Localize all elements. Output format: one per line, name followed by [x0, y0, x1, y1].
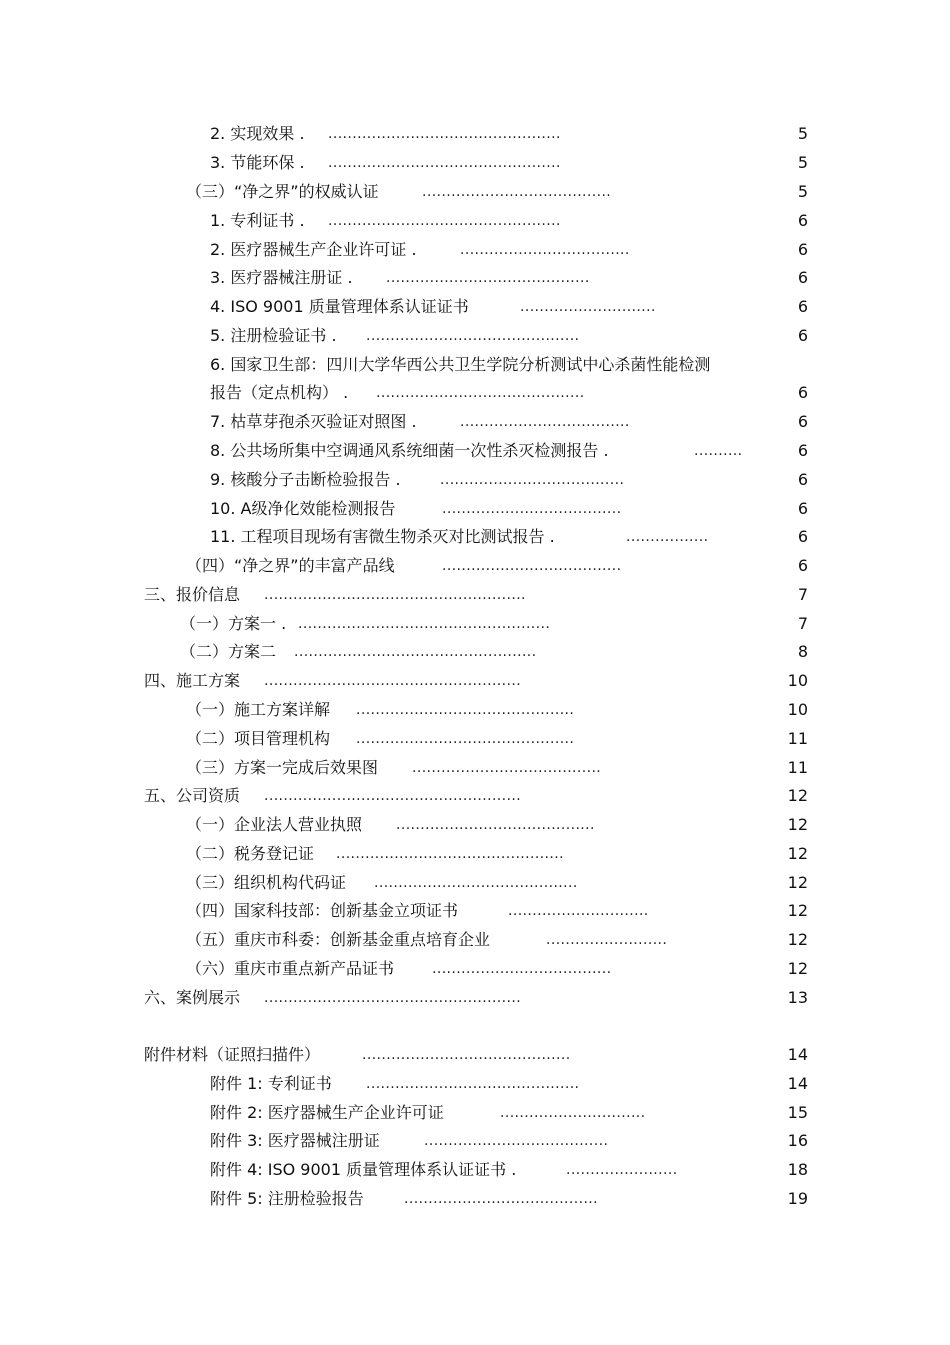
toc-leader-dots: ......................................... [396, 817, 595, 833]
toc-entry-page: 7 [797, 614, 808, 633]
toc-leader-dots: ............................................ [366, 1076, 580, 1092]
toc-leader-dots: ............................................. [356, 702, 575, 718]
toc-entry-title: （三）方案一完成后效果图 [186, 758, 379, 777]
toc-entry-page: 11 [787, 729, 808, 748]
toc-leader-dots: .......................................... [386, 270, 590, 286]
toc-entry-page: 6 [797, 297, 808, 316]
toc-entry-page: 12 [787, 786, 808, 805]
toc-leader-dots: ................................... [460, 414, 630, 430]
toc-entry-page: 6 [797, 441, 808, 460]
toc-entry-title: 6. 国家卫生部：四川大学华西公共卫生学院分析测试中心杀菌性能检测 [210, 355, 711, 374]
toc-leader-dots: ..................................... [442, 501, 622, 517]
toc-leader-dots: ........................................ [404, 1191, 599, 1207]
toc-entry-title: 附件材料（证照扫描件） [144, 1045, 321, 1064]
toc-leader-dots: .................................................. [294, 644, 537, 660]
toc-entry-page: 8 [797, 642, 808, 661]
toc-entry-page: 6 [797, 527, 808, 546]
toc-entry-page: 12 [787, 901, 808, 920]
toc-entry-title: （四）国家科技部：创新基金立项证书 [186, 901, 459, 920]
toc-entry-page: 6 [797, 556, 808, 575]
toc-entry-title: 报告（定点机构） . [210, 383, 349, 402]
toc-entry-page: 6 [797, 499, 808, 518]
toc-entry-title: 7. 枯草芽孢杀灭验证对照图 . [210, 412, 417, 431]
toc-entry-page: 6 [797, 326, 808, 345]
toc-entry-title: （三）“净之界”的权威认证 [186, 182, 379, 201]
toc-leader-dots: .......................................... [374, 875, 578, 891]
toc-entry-title: 附件 1: 专利证书 [210, 1074, 332, 1093]
toc-entry-title: （四）“净之界”的丰富产品线 [186, 556, 395, 575]
toc-entry-title: （二）项目管理机构 [186, 729, 331, 748]
toc-leader-dots: ...................................... [440, 472, 625, 488]
toc-entry-title: （一）方案一 . [180, 614, 287, 633]
toc-leader-dots: ..................................................... [264, 788, 522, 804]
toc-entry-page: 18 [787, 1160, 808, 1179]
toc-leader-dots: .............................. [500, 1105, 646, 1121]
toc-entry-title: （三）组织机构代码证 [186, 873, 347, 892]
toc-leader-dots: ...................................................... [264, 587, 526, 603]
toc-entry-title: 六、案例展示 [144, 988, 241, 1007]
toc-entry-page: 12 [787, 844, 808, 863]
toc-entry-title: （六）重庆市重点新产品证书 [186, 959, 395, 978]
toc-entry-title: （二）税务登记证 [186, 844, 315, 863]
toc-leader-dots: ................................................ [328, 155, 561, 171]
toc-entry-title: 3. 医疗器械注册证 . [210, 268, 353, 287]
toc-entry-page: 5 [797, 182, 808, 201]
toc-leader-dots: ...................................... [424, 1133, 609, 1149]
toc-entry-page: 12 [787, 959, 808, 978]
toc-entry-page: 6 [797, 211, 808, 230]
toc-entry-title: 附件 5: 注册检验报告 [210, 1189, 364, 1208]
toc-entry-title: 8. 公共场所集中空调通风系统细菌一次性杀灭检测报告 . [210, 441, 609, 460]
toc-entry-page: 5 [797, 153, 808, 172]
toc-entry-page: 6 [797, 412, 808, 431]
toc-entry-title: 四、施工方案 [144, 671, 241, 690]
toc-leader-dots: ........................................... [362, 1047, 571, 1063]
toc-entry-page: 6 [797, 240, 808, 259]
toc-entry-title: 4. ISO 9001 质量管理体系认证证书 [210, 297, 469, 316]
toc-leader-dots: ....................... [566, 1162, 678, 1178]
toc-leader-dots: .................................................... [298, 616, 551, 632]
toc-entry-title: （二）方案二 [180, 642, 277, 661]
toc-leader-dots: ............................ [520, 299, 656, 315]
toc-entry-title: 附件 2: 医疗器械生产企业许可证 [210, 1103, 444, 1122]
toc-leader-dots: ..................................................... [264, 990, 522, 1006]
toc-leader-dots: ................................... [460, 242, 630, 258]
toc-entry-page: 12 [787, 873, 808, 892]
toc-leader-dots: ................. [626, 529, 709, 545]
toc-entry-page: 13 [787, 988, 808, 1007]
toc-entry-page: 5 [797, 124, 808, 143]
toc-entry-title: 11. 工程项目现场有害微生物杀灭对比测试报告 . [210, 527, 555, 546]
toc-entry-page: 14 [787, 1045, 808, 1064]
toc-leader-dots: ......................... [546, 932, 668, 948]
toc-entry-page: 10 [787, 700, 808, 719]
toc-entry-page: 10 [787, 671, 808, 690]
toc-entry-title: 9. 核酸分子击断检验报告 . [210, 470, 401, 489]
toc-entry-page: 11 [787, 758, 808, 777]
toc-leader-dots: ....................................... [412, 760, 602, 776]
toc-entry-title: （一）企业法人营业执照 [186, 815, 363, 834]
toc-entry-page: 16 [787, 1131, 808, 1150]
toc-leader-dots: ................................................ [328, 126, 561, 142]
toc-entry-title: 10. A级净化效能检测报告 [210, 499, 396, 518]
toc-entry-page: 6 [797, 268, 808, 287]
toc-entry-page: 6 [797, 470, 808, 489]
toc-leader-dots: ..................................... [432, 961, 612, 977]
toc-leader-dots: ............................................. [356, 731, 575, 747]
toc-entry-page: 6 [797, 383, 808, 402]
toc-leader-dots: ..................................... [442, 558, 622, 574]
toc-entry-page: 7 [797, 585, 808, 604]
toc-leader-dots: ........................................... [376, 385, 585, 401]
toc-entry-page: 12 [787, 930, 808, 949]
toc-entry-title: 1. 专利证书 . [210, 211, 305, 230]
toc-leader-dots: ................................................ [328, 213, 561, 229]
toc-leader-dots: ............................................... [336, 846, 564, 862]
toc-leader-dots: ............................. [508, 903, 649, 919]
toc-entry-title: 5. 注册检验证书 . [210, 326, 337, 345]
toc-leader-dots: ....................................... [422, 184, 612, 200]
toc-entry-title: 3. 节能环保 . [210, 153, 305, 172]
toc-entry-page: 19 [787, 1189, 808, 1208]
toc-entry-title: （一）施工方案详解 [186, 700, 331, 719]
toc-entry-title: 附件 4: ISO 9001 质量管理体系认证证书 . [210, 1160, 517, 1179]
toc-leader-dots: ..................................................... [264, 673, 522, 689]
toc-entry-title: 2. 医疗器械生产企业许可证 . [210, 240, 417, 259]
toc-entry-page: 14 [787, 1074, 808, 1093]
toc-entry-title: 五、公司资质 [144, 786, 241, 805]
toc-leader-dots: ............................................ [366, 328, 580, 344]
toc-entry-page: 15 [787, 1103, 808, 1122]
toc-leader-dots: .......... [694, 443, 743, 459]
toc-entry-title: 2. 实现效果 . [210, 124, 305, 143]
toc-entry-title: （五）重庆市科委：创新基金重点培育企业 [186, 930, 491, 949]
toc-entry-title: 三、报价信息 [144, 585, 241, 604]
toc-entry-page: 12 [787, 815, 808, 834]
toc-entry-title: 附件 3: 医疗器械注册证 [210, 1131, 380, 1150]
